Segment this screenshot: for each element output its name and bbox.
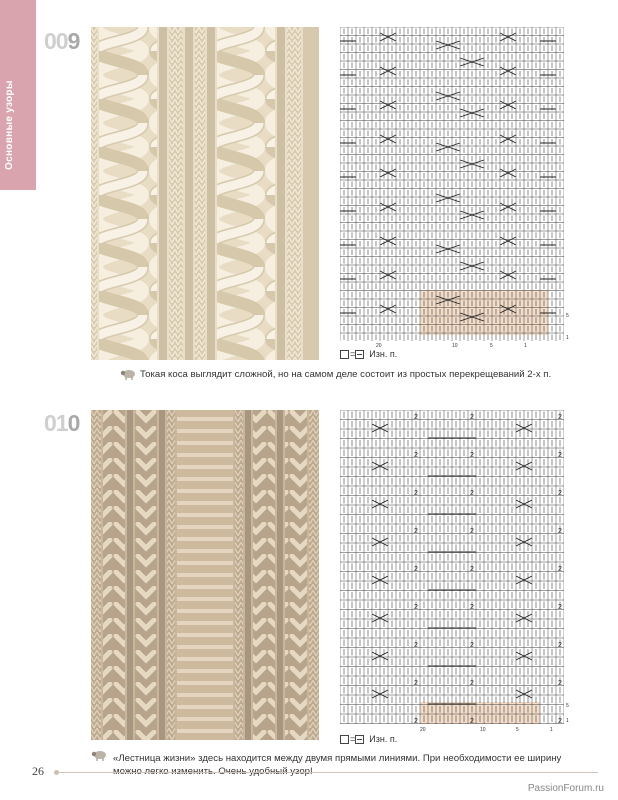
svg-text:2: 2 [414,566,418,573]
svg-text:5: 5 [566,313,569,319]
svg-text:2: 2 [558,718,562,725]
svg-text:2: 2 [470,604,474,611]
svg-text:2: 2 [558,566,562,573]
pattern-number-009: 009 [44,28,80,54]
svg-text:5: 5 [516,727,519,732]
svg-text:1: 1 [550,727,553,732]
pattern-number-010: 010 [44,410,80,436]
svg-text:2: 2 [470,680,474,687]
svg-text:2: 2 [558,528,562,535]
purl-stitch-icon [355,350,364,359]
svg-text:20: 20 [376,343,382,347]
svg-text:2: 2 [414,528,418,535]
svg-text:20: 20 [420,727,426,732]
knitting-chart-010 [340,410,572,732]
legend-010: = Изн. п. [340,734,397,744]
knit-stitch-icon [340,735,349,744]
svg-text:2: 2 [558,452,562,459]
svg-text:2: 2 [414,604,418,611]
svg-text:2: 2 [470,490,474,497]
svg-text:2: 2 [414,452,418,459]
purl-stitch-icon [355,735,364,744]
svg-text:1: 1 [524,343,527,347]
svg-text:2: 2 [470,452,474,459]
knit-stitch-icon [340,350,349,359]
watermark: PassionForum.ru [527,783,604,794]
svg-text:2: 2 [414,414,418,421]
svg-text:10: 10 [452,343,458,347]
footer-rule [58,772,598,773]
legend-009: = Изн. п. [340,349,397,359]
svg-text:1: 1 [566,335,569,341]
svg-text:2: 2 [414,718,418,725]
svg-text:1: 1 [566,718,569,724]
section-label: Основные узоры [4,80,15,170]
svg-text:2: 2 [470,566,474,573]
svg-text:5: 5 [490,343,493,347]
page-number: 26 [32,764,44,778]
svg-text:2: 2 [414,680,418,687]
svg-text:2: 2 [414,490,418,497]
svg-text:2: 2 [470,642,474,649]
sheep-icon [91,750,107,761]
pattern-photo-009 [91,27,319,360]
knitting-chart-009 [340,27,572,347]
svg-text:2: 2 [414,642,418,649]
svg-text:2: 2 [470,414,474,421]
caption-010: «Лестница жизни» здесь находится между двумя прямыми линиями. При необходимости ее ширину [113,753,562,764]
svg-text:2: 2 [470,528,474,535]
svg-text:2: 2 [558,680,562,687]
svg-text:5: 5 [566,703,569,709]
svg-text:2: 2 [558,414,562,421]
pattern-photo-010 [91,410,319,740]
svg-text:2: 2 [558,642,562,649]
sheep-icon [120,369,136,380]
svg-text:2: 2 [558,490,562,497]
svg-text:2: 2 [470,718,474,725]
svg-text:2: 2 [558,604,562,611]
caption-009: Токая коса выглядит сложной, но на самом деле состоит из простых перекрещеваний 2-х п. [140,369,552,380]
svg-text:10: 10 [480,727,486,732]
